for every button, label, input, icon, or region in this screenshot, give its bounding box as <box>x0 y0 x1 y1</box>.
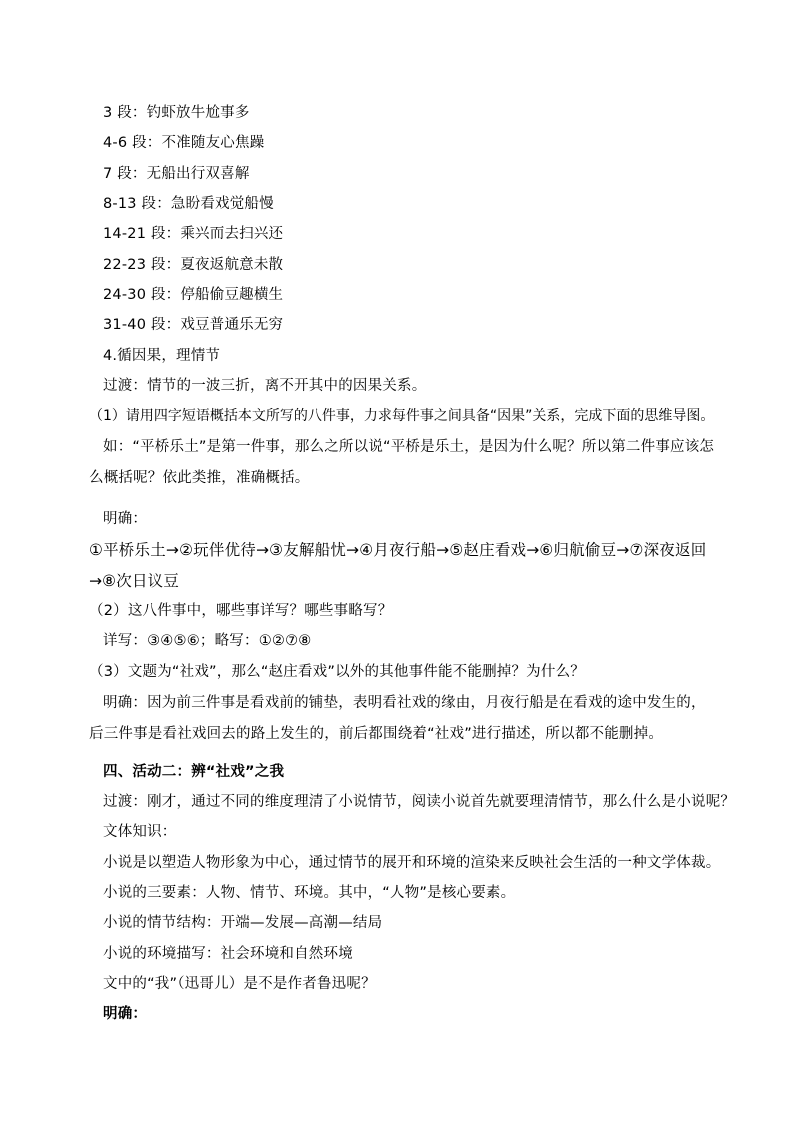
question-3: （3）文题为“社戏”，那么“赵庄看戏”以外的其他事件能不能删掉？为什么？ <box>89 664 585 680</box>
text-line: 小说的情节结构：开端—发展—高潮—结局 <box>103 915 383 931</box>
text-line: 小说是以塑造人物形象为中心，通过情节的展开和环境的渲染来反映社会生活的一种文学体裁。 <box>103 855 721 871</box>
answer-label: 明确： <box>103 1006 148 1022</box>
text-line: 过渡：情节的一波三折，离不开其中的因果关系。 <box>103 378 427 394</box>
text-line: 文中的“我”（迅哥儿）是不是作者鲁迅呢？ <box>103 976 376 992</box>
text-line: 详写：③④⑤⑥；略写：①②⑦⑧ <box>103 633 312 649</box>
answer-paragraph: 明确：因为前三件事是看戏前的铺垫，表明看社戏的缘由，月夜行船是在看戏的途中发生的，后三件事是看社戏回去的路上发生的，前后都围绕着“社戏”进行描述，所以都不能删掉。 <box>89 695 706 742</box>
text-line: 7 段：无船出行双喜解 <box>103 166 250 182</box>
text-line: 14-21 段：乘兴而去扫兴还 <box>103 226 284 242</box>
text-line: 4-6 段：不准随友心焦躁 <box>103 135 265 151</box>
section-heading: 4.循因果，理情节 <box>103 348 221 364</box>
text-line: 8-13 段：急盼看戏觉船慢 <box>103 196 274 212</box>
question-2: （2）这八件事中，哪些事详写？哪些事略写？ <box>89 603 393 619</box>
example-paragraph: 如：“平桥乐土”是第一件事，那么之所以说“平桥是乐土，是因为什么呢？所以第二件事应该怎么概括呢？依此类推，准确概括。 <box>89 439 715 486</box>
answer-label: 明确： <box>103 511 148 527</box>
text-line: 过渡：刚才，通过不同的维度理清了小说情节，阅读小说首先就要理清情节，那么什么是小说呢？ <box>103 794 736 810</box>
section-heading: 四、活动二：辨“社戏”之我 <box>103 764 285 780</box>
text-line: 3 段：钓虾放牛尬事多 <box>103 105 250 121</box>
text-line: 24-30 段：停船偷豆趣横生 <box>103 287 284 303</box>
text-line: 22-23 段：夏夜返航意未散 <box>103 257 284 273</box>
mind-map-answer: ①平桥乐土→②玩伴优待→③友解船忧→④月夜行船→⑤赵庄看戏→⑥归航偷豆→⑦深夜返回→⑧次日议豆 <box>89 541 707 590</box>
text-line: 小说的三要素：人物、情节、环境。其中，“人物”是核心要素。 <box>103 885 516 901</box>
text-line: 31-40 段：戏豆普通乐无穷 <box>103 317 284 333</box>
question-1: （1）请用四字短语概括本文所写的八件事，力求每件事之间具备“因果”关系，完成下面的思维导图。 <box>89 408 715 424</box>
text-line: 文体知识： <box>103 824 177 840</box>
text-line: 小说的环境描写：社会环境和自然环境 <box>103 946 353 962</box>
